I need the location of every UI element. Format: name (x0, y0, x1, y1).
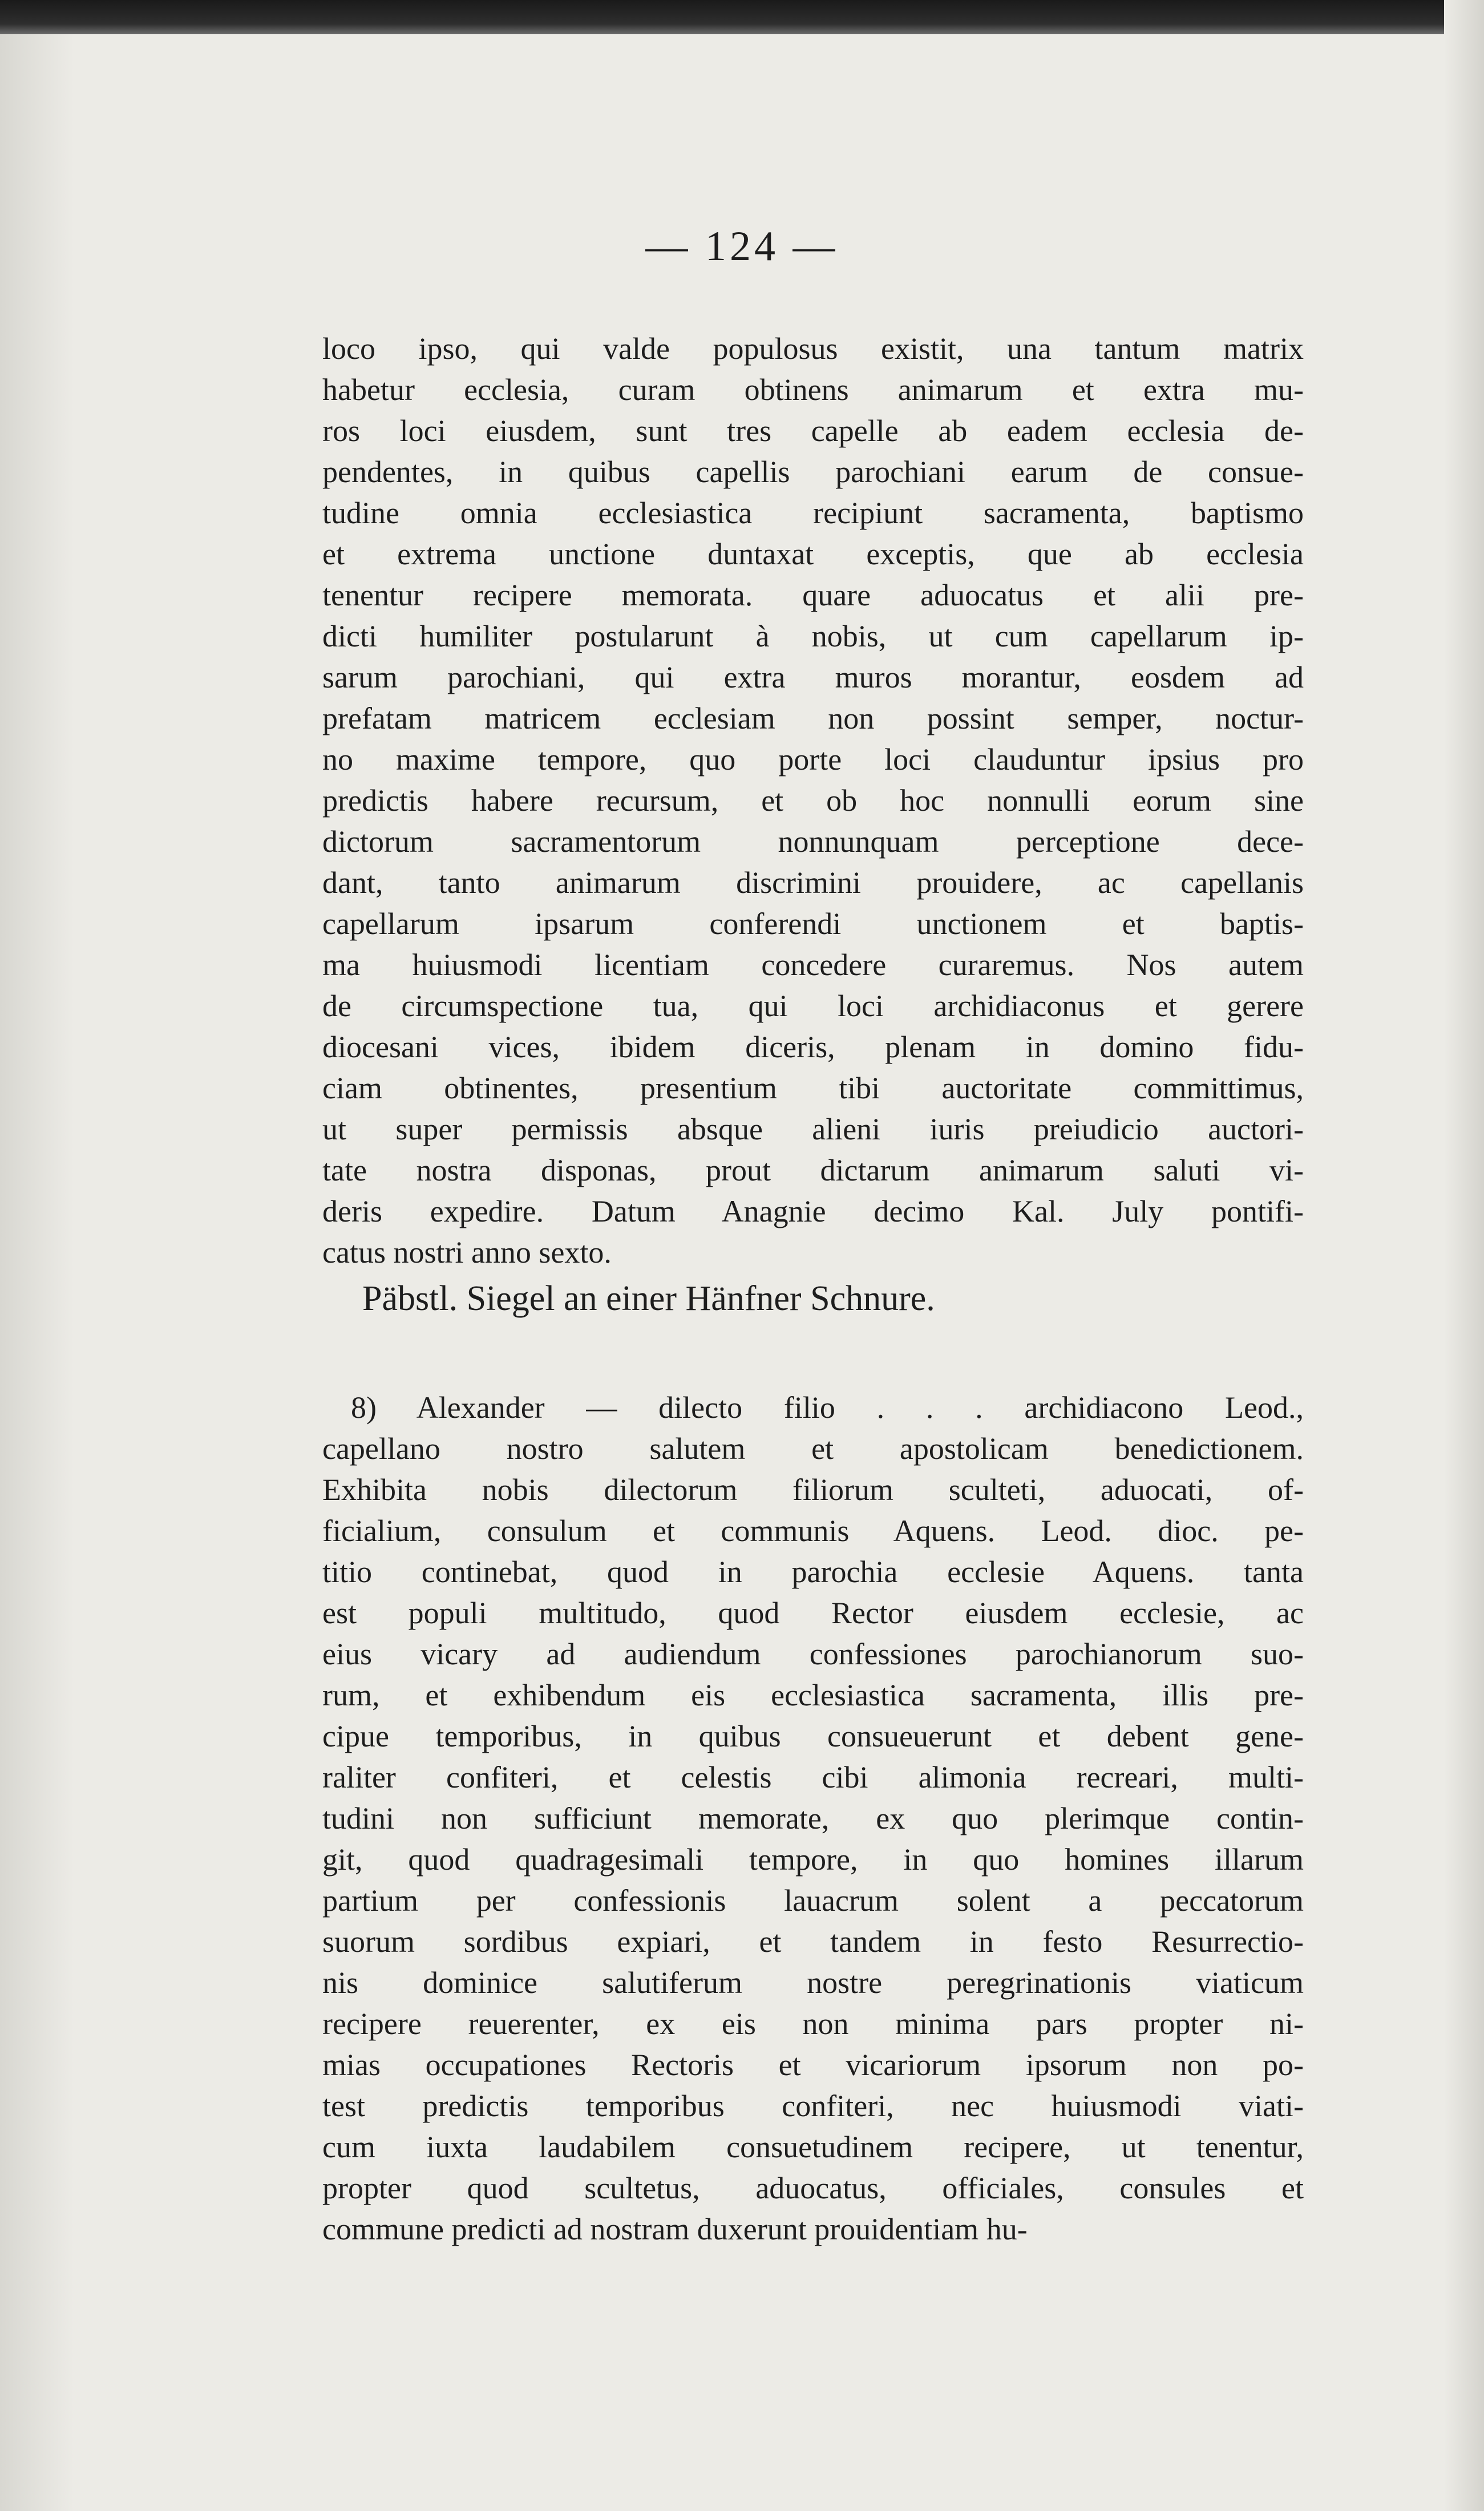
text-line: prefatam matricem ecclesiam non possint semper, noctur- (322, 701, 1304, 735)
text-line: no maxime tempore, quo porte loci clauduntur ipsius pro (322, 742, 1304, 777)
text-line: partium per confessionis lauacrum solent a peccatorum (322, 1883, 1304, 1918)
text-line: tudini non sufficiunt memorate, ex quo plerimque contin- (322, 1801, 1304, 1835)
text-line: mias occupationes Rectoris et vicariorum ipsorum non po- (322, 2048, 1304, 2082)
text-line: test predictis temporibus confiteri, nec huiusmodi viati- (322, 2089, 1304, 2123)
text-line: commune predicti ad nostram duxerunt prouidentiam hu- (322, 2212, 1028, 2246)
text-line: raliter confiteri, et celestis cibi alimonia recreari, multi- (322, 1760, 1304, 1794)
text-line: deris expedire. Datum Anagnie decimo Kal. July pontifi- (322, 1194, 1304, 1228)
text-line: tate nostra disponas, prout dictarum animarum saluti vi- (322, 1153, 1304, 1187)
text-line: dictorum sacramentorum nonnunquam perceptione dece- (322, 824, 1304, 859)
text-line: pendentes, in quibus capellis parochiani earum de consue- (322, 455, 1304, 489)
text-line: propter quod scultetus, aduocatus, officiales, consules et (322, 2171, 1304, 2205)
text-line: ficialium, consulum et communis Aquens. Leod. dioc. pe- (322, 1514, 1304, 1548)
text-line: ma huiusmodi licentiam concedere curaremus. Nos autem (322, 948, 1304, 982)
text-line: nis dominice salutiferum nostre peregrinationis viaticum (322, 1966, 1304, 2000)
text-line: cum iuxta laudabilem consuetudinem recipere, ut tenentur, (322, 2130, 1304, 2164)
text-line: tudine omnia ecclesiastica recipiunt sacramenta, baptismo (322, 496, 1304, 530)
text-line: recipere reuerenter, ex eis non minima pars propter ni- (322, 2007, 1304, 2041)
text-line: diocesani vices, ibidem diceris, plenam in domino fidu- (322, 1030, 1304, 1064)
paragraph-2 (322, 1387, 1304, 2250)
paragraph-gap (322, 1324, 1304, 1387)
scan-top-shadow (0, 0, 1484, 34)
text-line: rum, et exhibendum eis ecclesiastica sacramenta, illis pre- (322, 1678, 1304, 1712)
text-line: sarum parochiani, qui extra muros morantur, eosdem ad (322, 660, 1304, 694)
scan-left-margin (0, 34, 74, 2511)
text-line: catus nostri anno sexto. (322, 1235, 612, 1269)
text-line: Exhibita nobis dilectorum filiorum sculteti, aduocati, of- (322, 1473, 1304, 1507)
text-line: de circumspectione tua, qui loci archidiaconus et gerere (322, 989, 1304, 1023)
text-line: habetur ecclesia, curam obtinens animarum et extra mu- (322, 373, 1304, 407)
text-line: eius vicary ad audiendum confessiones parochianorum suo- (322, 1637, 1304, 1671)
text-line: cipue temporibus, in quibus consueuerunt et debent gene- (322, 1719, 1304, 1753)
text-line: dant, tanto animarum discrimini prouidere, ac capellanis (322, 866, 1304, 900)
text-line: ut super permissis absque alieni iuris preiudicio auctori- (322, 1112, 1304, 1146)
text-line: et extrema unctione duntaxat exceptis, que ab ecclesia (322, 537, 1304, 571)
text-line: loco ipso, qui valde populosus existit, una tantum matrix (322, 331, 1304, 366)
text-line: suorum sordibus expiari, et tandem in festo Resurrectio- (322, 1924, 1304, 1959)
text-line: git, quod quadragesimali tempore, in quo homines illarum (322, 1842, 1304, 1877)
text-line: est populi multitudo, quod Rector eiusdem ecclesie, ac (322, 1596, 1304, 1630)
paragraph-1 (322, 328, 1304, 1273)
text-line: capellano nostro salutem et apostolicam benedictionem. (322, 1432, 1304, 1466)
text-line: predictis habere recursum, et ob hoc nonnulli eorum sine (322, 783, 1304, 818)
text-line: ros loci eiusdem, sunt tres capelle ab eadem ecclesia de- (322, 414, 1304, 448)
text-line: 8) Alexander — dilecto filio . . . archidiacono Leod., (351, 1390, 1304, 1425)
seal-note: Päbstl. Siegel an einer Hänfner Schnure. (362, 1279, 935, 1318)
text-line: capellarum ipsarum conferendi unctionem et baptis- (322, 907, 1304, 941)
text-line: ciam obtinentes, presentium tibi auctoritate committimus, (322, 1071, 1304, 1105)
text-line: titio continebat, quod in parochia ecclesie Aquens. tanta (322, 1555, 1304, 1589)
text-line: dicti humiliter postularunt à nobis, ut cum capellarum ip- (322, 619, 1304, 653)
scan-right-margin (1444, 0, 1484, 2511)
page-number: — 124 — (645, 223, 839, 270)
page-body (322, 328, 1304, 2250)
text-line: tenentur recipere memorata. quare aduocatus et alii pre- (322, 578, 1304, 612)
